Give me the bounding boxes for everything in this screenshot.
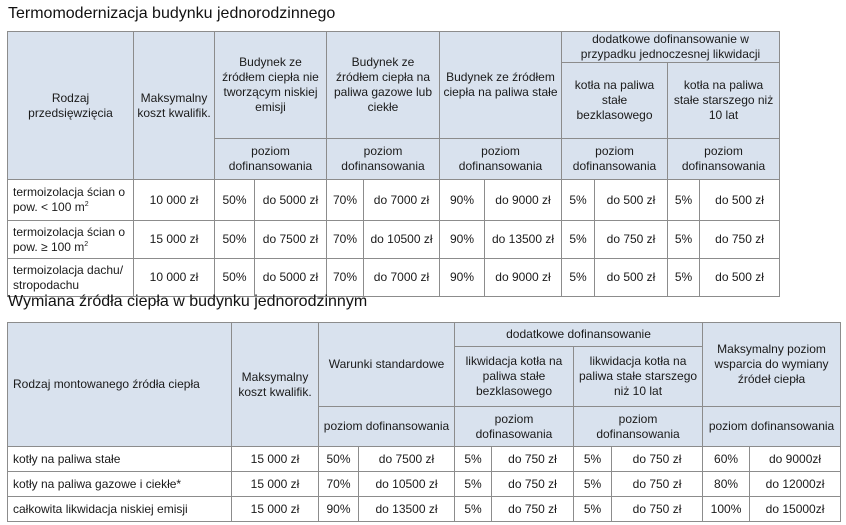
amount-cell: do 500 zł <box>595 180 668 221</box>
percent-cell: 70% <box>327 259 364 297</box>
header-poziom: poziom dofinansowania <box>574 407 703 447</box>
row-name: całkowita likwidacja niskiej emisji <box>8 497 232 522</box>
header-sub2: likwidacja kotła na paliwa stałe starszego niż 10 lat <box>574 347 703 407</box>
row-name: termoizolacja dachu/ stropodachu <box>8 259 134 297</box>
percent-cell: 80% <box>703 472 750 497</box>
header-col2: Budynek ze źródłem ciepła na paliwa gazowe lub ciekłe <box>327 32 440 139</box>
percent-cell: 5% <box>574 447 612 472</box>
table2-title: Wymiana źródła ciepła w budynku jednorodzinnym <box>8 293 368 310</box>
percent-cell: 5% <box>455 497 492 522</box>
table-row <box>8 497 841 522</box>
amount-cell: do 500 zł <box>700 259 780 297</box>
header-warunki: Warunki standardowe <box>319 323 455 407</box>
header-dodatkowe: dodatkowe dofinansowanie <box>455 323 703 347</box>
row-name: termoizolacja ścian o pow. < 100 $m^2$ <box>8 180 134 221</box>
amount-cell: do 9000zł <box>750 447 841 472</box>
table-row <box>8 259 780 297</box>
amount-cell: do 750 zł <box>612 447 703 472</box>
percent-cell: 70% <box>327 180 364 221</box>
amount-cell: do 500 zł <box>700 180 780 221</box>
amount-cell: do 750 zł <box>595 221 668 259</box>
row-koszt: 15 000 zł <box>232 447 319 472</box>
amount-cell: do 750 zł <box>492 447 574 472</box>
header-koszt: Maksymalny koszt kwalifik. <box>232 323 319 447</box>
row-koszt: 15 000 zł <box>232 472 319 497</box>
table-row <box>8 447 841 472</box>
amount-cell: do 7500 zł <box>255 221 327 259</box>
percent-cell: 5% <box>562 259 595 297</box>
row-koszt: 15 000 zł <box>232 497 319 522</box>
amount-cell: do 12000zł <box>750 472 841 497</box>
percent-cell: 60% <box>703 447 750 472</box>
termomodernizacja-table <box>7 31 780 297</box>
header-poziom: poziom dofinansowania <box>319 407 455 447</box>
header-rodzaj: Rodzaj przedsięwzięcia <box>8 32 134 180</box>
header-poziom: poziom dofinansowania <box>562 139 668 180</box>
percent-cell: 5% <box>455 472 492 497</box>
amount-cell: do 10500 zł <box>364 221 440 259</box>
header-sub1: likwidacja kotła na paliwa stałe bezklasowego <box>455 347 574 407</box>
percent-cell: 5% <box>562 221 595 259</box>
percent-cell: 50% <box>215 221 255 259</box>
amount-cell: do 9000 zł <box>485 259 562 297</box>
header-poziom: poziom dofinansowania <box>440 139 562 180</box>
header-poziom: poziom dofinasowania <box>455 407 574 447</box>
amount-cell: do 7000 zł <box>364 180 440 221</box>
row-koszt: 10 000 zł <box>134 180 215 221</box>
header-rodzaj: Rodzaj montowanego źródła ciepła <box>8 323 232 447</box>
row-koszt: 15 000 zł <box>134 221 215 259</box>
percent-cell: 50% <box>215 180 255 221</box>
amount-cell: do 500 zł <box>595 259 668 297</box>
percent-cell: 5% <box>562 180 595 221</box>
amount-cell: do 15000zł <box>750 497 841 522</box>
header-col1: Budynek ze źródłem ciepła nie tworzącym niskiej emisji <box>215 32 327 139</box>
percent-cell: 5% <box>455 447 492 472</box>
percent-cell: 90% <box>440 221 485 259</box>
table-row <box>8 221 780 259</box>
amount-cell: do 9000 zł <box>485 180 562 221</box>
percent-cell: 5% <box>574 497 612 522</box>
header-koszt: Maksymalny koszt kwalifik. <box>134 32 215 180</box>
wymiana-zrodla-table <box>7 322 841 522</box>
percent-cell: 90% <box>319 497 359 522</box>
header-sub2: kotła na paliwa stałe starszego niż 10 lat <box>668 63 780 139</box>
table-row <box>8 472 841 497</box>
percent-cell: 90% <box>440 180 485 221</box>
amount-cell: do 750 zł <box>492 497 574 522</box>
amount-cell: do 13500 zł <box>485 221 562 259</box>
percent-cell: 70% <box>327 221 364 259</box>
percent-cell: 90% <box>440 259 485 297</box>
percent-cell: 5% <box>668 221 700 259</box>
header-poziom: poziom dofinansowania <box>215 139 327 180</box>
percent-cell: 5% <box>574 472 612 497</box>
percent-cell: 100% <box>703 497 750 522</box>
amount-cell: do 5000 zł <box>255 259 327 297</box>
amount-cell: do 750 zł <box>612 497 703 522</box>
row-koszt: 10 000 zł <box>134 259 215 297</box>
amount-cell: do 5000 zł <box>255 180 327 221</box>
percent-cell: 70% <box>319 472 359 497</box>
percent-cell: 50% <box>319 447 359 472</box>
amount-cell: do 7500 zł <box>359 447 455 472</box>
row-name: kotły na paliwa gazowe i ciekłe* <box>8 472 232 497</box>
amount-cell: do 13500 zł <box>359 497 455 522</box>
amount-cell: do 10500 zł <box>359 472 455 497</box>
percent-cell: 50% <box>215 259 255 297</box>
row-name: termoizolacja ścian o pow. ≥ 100 $m^2$ <box>8 221 134 259</box>
header-poziom: poziom dofinansowania <box>703 407 841 447</box>
percent-cell: 5% <box>668 180 700 221</box>
header-poziom: poziom dofinansowania <box>668 139 780 180</box>
header-maks: Maksymalny poziom wsparcia do wymiany źródeł ciepła <box>703 323 841 407</box>
row-name: kotły na paliwa stałe <box>8 447 232 472</box>
percent-cell: 5% <box>668 259 700 297</box>
header-poziom: poziom dofinansowania <box>327 139 440 180</box>
amount-cell: do 7000 zł <box>364 259 440 297</box>
amount-cell: do 750 zł <box>700 221 780 259</box>
header-sub1: kotła na paliwa stałe bezklasowego <box>562 63 668 139</box>
table-row <box>8 180 780 221</box>
header-dodatkowe: dodatkowe dofinansowanie w przypadku jednoczesnej likwidacji <box>562 32 780 63</box>
header-col3: Budynek ze źródłem ciepła na paliwa stałe <box>440 32 562 139</box>
table1-title: Termomodernizacja budynku jednorodzinnego <box>8 5 336 22</box>
amount-cell: do 750 zł <box>612 472 703 497</box>
amount-cell: do 750 zł <box>492 472 574 497</box>
